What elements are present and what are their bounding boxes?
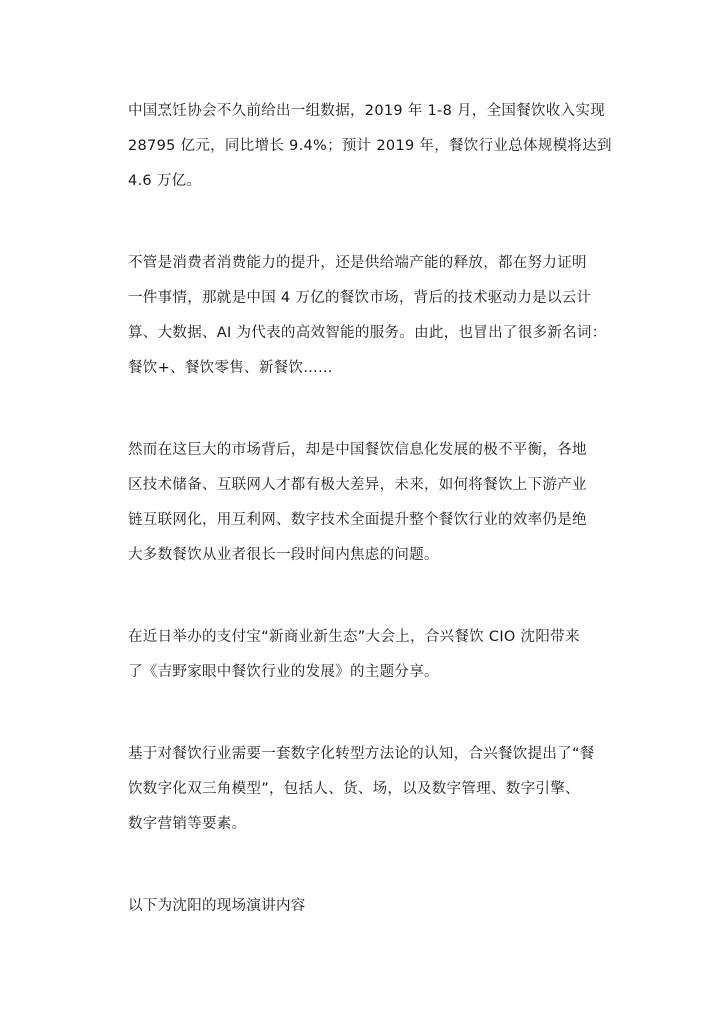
text-line: 以下为沈阳的现场演讲内容 <box>128 898 306 914</box>
text-line: 饮数字化双三角模型”，包括人、货、场，以及数字管理、数字引擎、 <box>128 781 580 797</box>
text-line: 不管是消费者消费能力的提升，还是供给端产能的释放，都在努力证明 <box>128 255 587 271</box>
text-line: 在近日举办的支付宝“新商业新生态”大会上，合兴餐饮 CIO 沈阳带来 <box>128 629 580 645</box>
paragraph-6 <box>128 889 600 924</box>
text-line: 算、大数据、AI 为代表的高效智能的服务。由此，也冒出了很多新名词： <box>128 325 607 341</box>
paragraph-3 <box>128 433 600 573</box>
paragraph-4 <box>128 620 600 690</box>
text-line: 28795 亿元，同比增长 9.4%；预计 2019 年，餐饮行业总体规模将达到 <box>128 138 612 154</box>
text-line: 一件事情，那就是中国 4 万亿的餐饮市场，背后的技术驱动力是以云计 <box>128 290 592 306</box>
text-line: 大多数餐饮从业者很长一段时间内焦虑的问题。 <box>128 547 439 563</box>
text-line: 餐饮+、餐饮零售、新餐饮…… <box>128 360 333 376</box>
document-body <box>128 94 612 924</box>
text-line: 中国烹饪协会不久前给出一组数据，2019 年 1-8 月，全国餐饮收入实现 <box>128 103 606 119</box>
text-line: 链互联网化，用互利网、数字技术全面提升整个餐饮行业的效率仍是绝 <box>128 512 587 528</box>
text-line: 了《吉野家眼中餐饮行业的发展》的主题分享。 <box>128 664 439 680</box>
text-line: 数字营销等要素。 <box>128 816 247 832</box>
paragraph-2 <box>128 246 607 386</box>
paragraph-1 <box>128 94 612 199</box>
text-line: 然而在这巨大的市场背后，却是中国餐饮信息化发展的极不平衡，各地 <box>128 442 587 458</box>
paragraph-5 <box>128 737 600 842</box>
text-line: 基于对餐饮行业需要一套数字化转型方法论的认知，合兴餐饮提出了“餐 <box>128 746 595 762</box>
text-line: 4.6 万亿。 <box>128 173 202 189</box>
text-line: 区技术储备、互联网人才都有极大差异，未来，如何将餐饮上下游产业 <box>128 477 587 493</box>
